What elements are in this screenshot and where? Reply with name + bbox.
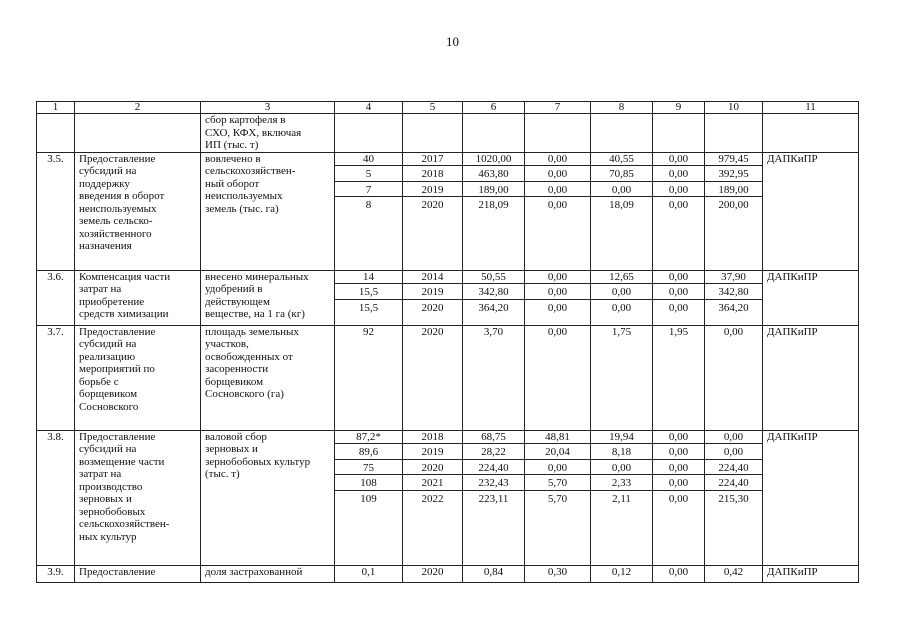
value-cell-col10 — [705, 565, 763, 582]
value: 0,00 — [652, 168, 705, 182]
value: 0,84 — [483, 565, 504, 578]
column-number: 11 — [763, 102, 859, 114]
indicator-name: доля застрахованной — [201, 565, 335, 582]
empty-cell — [525, 114, 591, 153]
value: 2014 — [402, 271, 463, 285]
value-cell-col5 — [403, 270, 463, 325]
program-table — [36, 101, 859, 583]
value: 0,00 — [652, 286, 705, 300]
value: 40,55 — [590, 153, 653, 167]
value: 2018 — [402, 168, 463, 182]
value: 12,65 — [590, 271, 653, 285]
value: 5,70 — [547, 492, 568, 505]
column-number: 5 — [403, 102, 463, 114]
value: 2021 — [402, 477, 463, 491]
value: 87,2* — [334, 431, 403, 445]
value: 2020 — [421, 565, 444, 578]
value: 0,42 — [723, 565, 744, 578]
column-numbers-row — [37, 102, 859, 114]
value: 0,00 — [668, 565, 689, 578]
value: 200,00 — [718, 199, 749, 211]
value-cell-col4 — [335, 430, 403, 565]
value: 0,00 — [652, 184, 705, 198]
value: 2020 — [421, 199, 444, 211]
indicator-name: вовлечено в сельскохозяйствен- ный оборот неиспользуемых земель (тыс. га) — [201, 152, 335, 270]
table-row — [37, 152, 859, 270]
page-number: 10 — [446, 34, 459, 49]
value: 223,11 — [478, 492, 509, 505]
responsible-agency: ДАПКиПР — [763, 325, 859, 430]
value: 189,00 — [704, 184, 763, 198]
value: 0,00 — [590, 184, 653, 198]
value: 2018 — [402, 431, 463, 445]
empty-cell — [653, 114, 705, 153]
item-number: 3.5. — [37, 152, 75, 270]
value-cell-col5 — [403, 430, 463, 565]
value: 2022 — [421, 492, 444, 505]
value: 108 — [334, 477, 403, 491]
value-cell-col6 — [463, 152, 525, 270]
table-row — [37, 430, 859, 565]
value: 75 — [334, 462, 403, 476]
value: 0,00 — [524, 271, 591, 285]
value: 0,00 — [723, 325, 744, 338]
value: 7 — [334, 184, 403, 198]
value-cell-col8 — [591, 152, 653, 270]
table-row — [37, 270, 859, 325]
value-cell-col9 — [653, 430, 705, 565]
value-cell-col7 — [525, 430, 591, 565]
value: 0,00 — [547, 301, 568, 314]
value-cell-col9 — [653, 565, 705, 582]
measure-name: Предоставление субсидий на реализацию мероприятий по борьбе с борщевиком Сосновского — [75, 325, 201, 430]
value: 2020 — [402, 462, 463, 476]
value: 0,12 — [611, 565, 632, 578]
empty-cell — [463, 114, 525, 153]
column-number: 2 — [75, 102, 201, 114]
value: 0,30 — [547, 565, 568, 578]
value: 15,5 — [358, 301, 379, 314]
value: 0,00 — [668, 492, 689, 505]
empty-cell — [403, 114, 463, 153]
value-cell-col5 — [403, 565, 463, 582]
value-cell-col7 — [525, 152, 591, 270]
value: 0,00 — [524, 462, 591, 476]
value: 5,70 — [524, 477, 591, 491]
table-row — [37, 325, 859, 430]
value: 50,55 — [462, 271, 525, 285]
column-number: 8 — [591, 102, 653, 114]
value-cell-col9 — [653, 152, 705, 270]
value: 20,04 — [524, 446, 591, 460]
item-number: 3.9. — [37, 565, 75, 582]
value: 215,30 — [718, 492, 749, 505]
value: 224,40 — [704, 462, 763, 476]
value: 0,00 — [704, 446, 763, 460]
value: 0,1 — [361, 565, 376, 578]
column-number: 4 — [335, 102, 403, 114]
item-number: 3.8. — [37, 430, 75, 565]
measure-name: Предоставление — [75, 565, 201, 582]
value: 0,00 — [524, 153, 591, 167]
value: 40 — [334, 153, 403, 167]
measure-name: Предоставление субсидий на возмещение части затрат на производство зерновых и зернобобовых сельскохозяйствен- ных культур — [75, 430, 201, 565]
value: 1020,00 — [462, 153, 525, 167]
value: 2,11 — [612, 492, 631, 505]
value-cell-col9 — [653, 325, 705, 430]
value: 392,95 — [704, 168, 763, 182]
value: 1,95 — [668, 325, 689, 338]
value-cell-col8 — [591, 270, 653, 325]
column-number: 9 — [653, 102, 705, 114]
value: 463,80 — [462, 168, 525, 182]
value: 3,70 — [483, 325, 504, 338]
column-number: 3 — [201, 102, 335, 114]
value: 48,81 — [524, 431, 591, 445]
measure-name: Компенсация части затрат на приобретение средств химизации — [75, 270, 201, 325]
value-cell-col6 — [463, 565, 525, 582]
value: 342,80 — [704, 286, 763, 300]
value: 189,00 — [462, 184, 525, 198]
value-cell-col5 — [403, 325, 463, 430]
value: 37,90 — [704, 271, 763, 285]
value: 0,00 — [652, 477, 705, 491]
indicator-continuation: сбор картофеля в СХО, КФХ, включая ИП (тыс. т) — [201, 114, 335, 153]
value: 0,00 — [524, 168, 591, 182]
empty-cell — [705, 114, 763, 153]
value: 19,94 — [590, 431, 653, 445]
value: 2017 — [402, 153, 463, 167]
empty-cell — [75, 114, 201, 153]
value: 92 — [363, 325, 374, 338]
value-cell-col6 — [463, 270, 525, 325]
responsible-agency: ДАПКиПР — [763, 152, 859, 270]
value: 342,80 — [462, 286, 525, 300]
value: 2019 — [402, 184, 463, 198]
table-row — [37, 565, 859, 582]
value-cell-col8 — [591, 430, 653, 565]
value-cell-col8 — [591, 325, 653, 430]
value-cell-col5 — [403, 152, 463, 270]
responsible-agency: ДАПКиПР — [763, 565, 859, 582]
indicator-name: валовой сбор зерновых и зернобобовых культур (тыс. т) — [201, 430, 335, 565]
value: 15,5 — [334, 286, 403, 300]
value-cell-col7 — [525, 325, 591, 430]
value-cell-col6 — [463, 325, 525, 430]
column-number: 6 — [463, 102, 525, 114]
value-cell-col4 — [335, 565, 403, 582]
value: 0,00 — [524, 286, 591, 300]
value: 2019 — [402, 446, 463, 460]
value: 218,09 — [478, 199, 509, 211]
value-cell-col7 — [525, 270, 591, 325]
indicator-name: площадь земельных участков, освобожденных от засоренности борщевиком Сосновского (га) — [201, 325, 335, 430]
value: 979,45 — [704, 153, 763, 167]
value-cell-col10 — [705, 430, 763, 565]
column-number: 1 — [37, 102, 75, 114]
value-cell-col7 — [525, 565, 591, 582]
empty-cell — [37, 114, 75, 153]
value: 224,40 — [462, 462, 525, 476]
indicator-name: внесено минеральных удобрений в действующем веществе, на 1 га (кг) — [201, 270, 335, 325]
item-number: 3.6. — [37, 270, 75, 325]
value-cell-col4 — [335, 325, 403, 430]
value: 2019 — [402, 286, 463, 300]
value: 364,20 — [718, 301, 749, 314]
value-cell-col6 — [463, 430, 525, 565]
value: 224,40 — [704, 477, 763, 491]
value: 1,75 — [611, 325, 632, 338]
empty-cell — [763, 114, 859, 153]
value: 18,09 — [609, 199, 634, 211]
value: 0,00 — [652, 431, 705, 445]
value: 28,22 — [462, 446, 525, 460]
value-cell-col10 — [705, 152, 763, 270]
value: 89,6 — [334, 446, 403, 460]
responsible-agency: ДАПКиПР — [763, 430, 859, 565]
value: 8,18 — [590, 446, 653, 460]
value: 0,00 — [547, 325, 568, 338]
value: 2020 — [421, 301, 444, 314]
value-cell-col9 — [653, 270, 705, 325]
item-number: 3.7. — [37, 325, 75, 430]
value: 0,00 — [611, 301, 632, 314]
value-cell-col4 — [335, 152, 403, 270]
continuation-row — [37, 114, 859, 153]
column-number: 7 — [525, 102, 591, 114]
value: 0,00 — [704, 431, 763, 445]
empty-cell — [335, 114, 403, 153]
value-cell-col8 — [591, 565, 653, 582]
empty-cell — [591, 114, 653, 153]
value: 232,43 — [462, 477, 525, 491]
measure-name: Предоставление субсидий на поддержку введения в оборот неиспользуемых земель сельско- хозяйственного назначения — [75, 152, 201, 270]
value: 0,00 — [652, 446, 705, 460]
responsible-agency: ДАПКиПР — [763, 270, 859, 325]
value: 8 — [365, 199, 372, 211]
value: 0,00 — [547, 199, 568, 211]
value: 0,00 — [652, 462, 705, 476]
column-number: 10 — [705, 102, 763, 114]
value: 109 — [360, 492, 377, 505]
value: 0,00 — [524, 184, 591, 198]
value: 0,00 — [652, 153, 705, 167]
value: 0,00 — [668, 301, 689, 314]
value-cell-col4 — [335, 270, 403, 325]
value: 14 — [334, 271, 403, 285]
value: 5 — [334, 168, 403, 182]
value: 2020 — [421, 325, 444, 338]
value: 0,00 — [590, 286, 653, 300]
value: 70,85 — [590, 168, 653, 182]
value: 364,20 — [478, 301, 509, 314]
value: 0,00 — [590, 462, 653, 476]
value: 0,00 — [652, 271, 705, 285]
value-cell-col10 — [705, 325, 763, 430]
value: 0,00 — [668, 199, 689, 211]
value-cell-col10 — [705, 270, 763, 325]
value: 2,33 — [590, 477, 653, 491]
value: 68,75 — [462, 431, 525, 445]
